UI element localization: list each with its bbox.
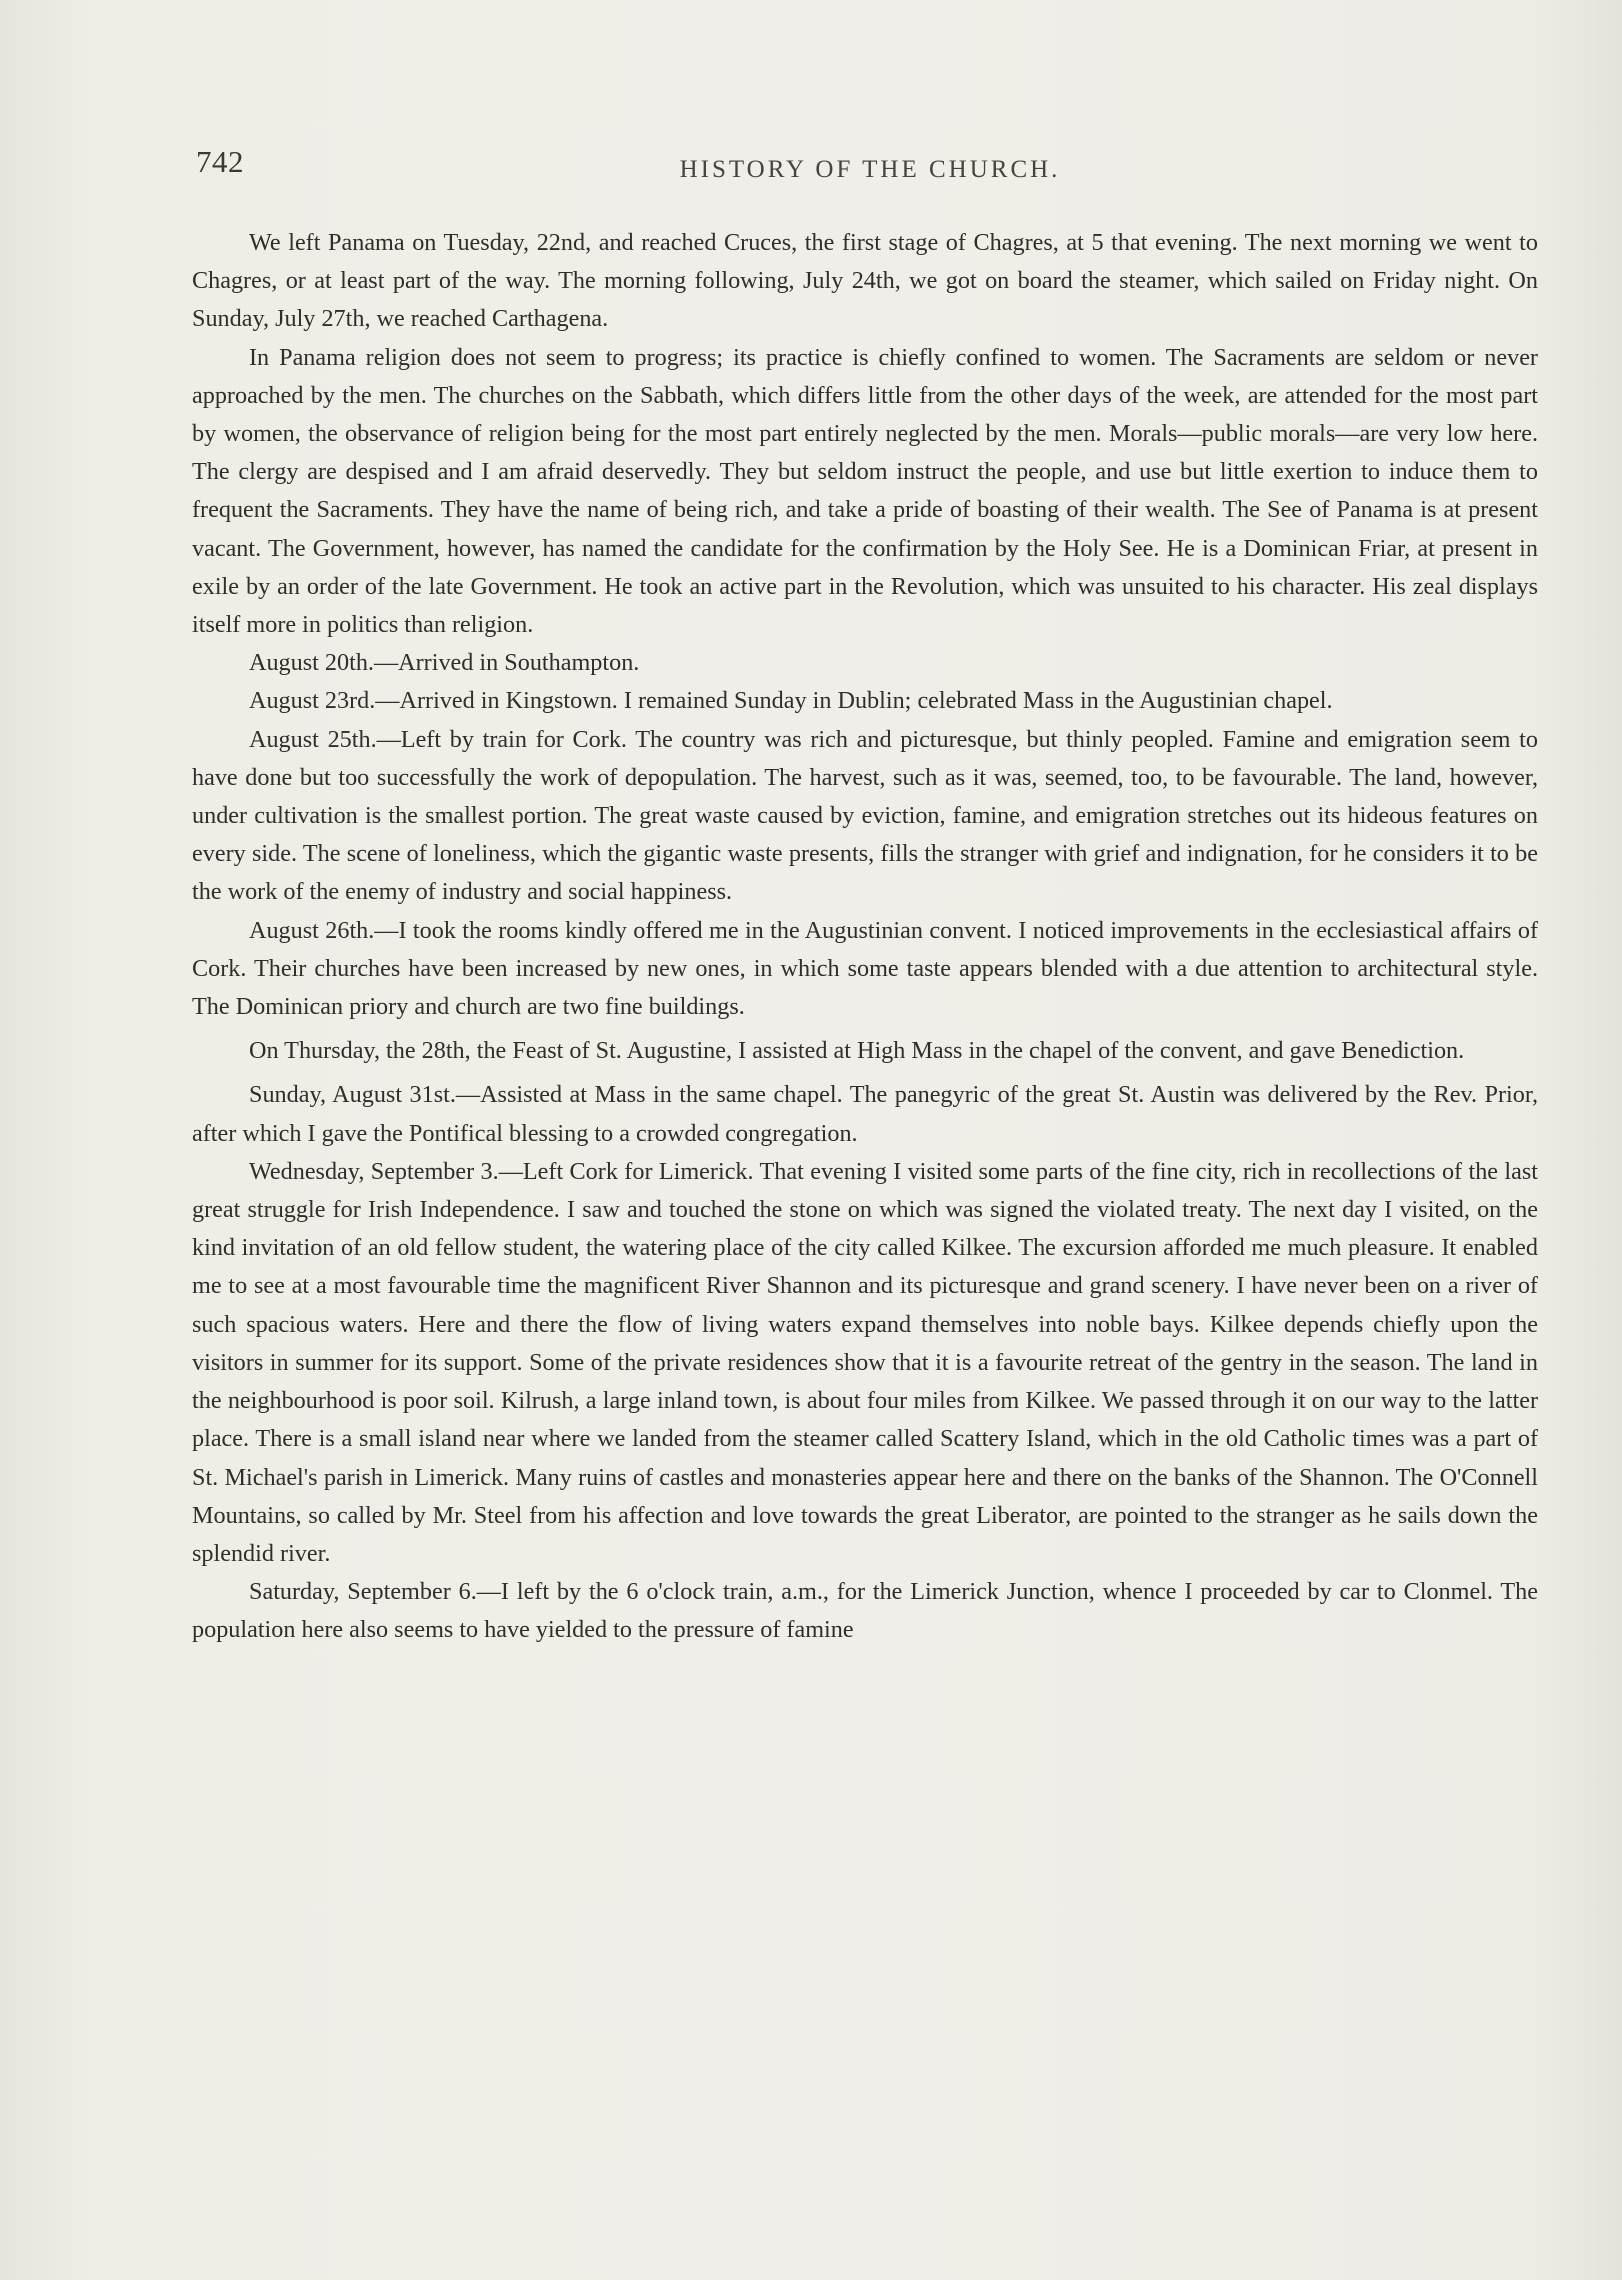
paragraph-panama-departure: We left Panama on Tuesday, 22nd, and reached Cruces, the first stage of Chagres, at 5 that evening. The next morning we went to Chagres, or at least part of the way. The morning following, July 24th, we got on board the steamer, which sailed on Friday night. On Sunday, July 27th, we reached Carthagena. — [192, 229, 1538, 333]
body-text — [192, 224, 1538, 1650]
running-head: HISTORY OF THE CHURCH. — [679, 156, 1061, 183]
paragraph-august-28: On Thursday, the 28th, the Feast of St. Augustine, I assisted at High Mass in the chapel of the convent, and gave Benediction. — [249, 1037, 1465, 1065]
paragraph-panama-religion: In Panama religion does not seem to progress; its practice is chiefly confined to women. The Sacraments are seldom or never approached by the men. The churches on the Sabbath, which differs little from the other days of the week, are attended for the most part by women, the observance of religion being for the most part entirely neglected by the men. Morals—public morals—are very low here. The clergy are despised and I am afraid deservedly. They but seldom instruct the people, and use but little exertion to induce them to frequent the Sacraments. They have the name of being rich, and take a pride of boasting of their wealth. The See of Panama is at present vacant. The Government, however, has named the candidate for the confirmation by the Holy See. He is a Dominican Friar, at present in exile by an order of the late Government. He took an active part in the Revolution, which was unsuited to his character. His zeal displays itself more in politics than religion. — [192, 343, 1538, 639]
paragraph-september-6: Saturday, September 6.—I left by the 6 o'clock train, a.m., for the Limerick Junction, whence I proceeded by car to Clonmel. The population here also seems to have yielded to the pressure of famine — [192, 1578, 1538, 1644]
paragraph-august-31: Sunday, August 31st.—Assisted at Mass in the same chapel. The panegyric of the great St. Austin was delivered by the Rev. Prior, after which I gave the Pontifical blessing to a crowded congregation. — [192, 1081, 1538, 1147]
paragraph-september-3: Wednesday, September 3.—Left Cork for Limerick. That evening I visited some parts of the fine city, rich in recollections of the last great struggle for Irish Independence. I saw and touched the stone on which was signed the violated treaty. The next day I visited, on the kind invitation of an old fellow student, the watering place of the city called Kilkee. The excursion afforded me much pleasure. It enabled me to see at a most favourable time the magnificent River Shannon and its picturesque and grand scenery. I have never been on a river of such spacious waters. Here and there the flow of living waters expand themselves into noble bays. Kilkee depends chiefly upon the visitors in summer for its support. Some of the private residences show that it is a favourite retreat of the gentry in the season. The land in the neighbourhood is poor soil. Kilrush, a large inland town, is about four miles from Kilkee. We passed through it on our way to the latter place. There is a small island near where we landed from the steamer called Scattery Island, which in the old Catholic times was a part of St. Michael's parish in Limerick. Many ruins of castles and monasteries appear here and there on the banks of the Shannon. The O'Connell Mountains, so called by Mr. Steel from his affection and love towards the great Liberator, are pointed to the stranger as he sails down the splendid river. — [192, 1157, 1538, 1567]
paragraph-august-25: August 25th.—Left by train for Cork. The country was rich and picturesque, but thinly peopled. Famine and emigration seem to have done but too successfully the work of depopulation. The harvest, such as it was, seemed, too, to be favourable. The land, however, under cultivation is the smallest portion. The great waste caused by eviction, famine, and emigration stretches out its hideous features on every side. The scene of loneliness, which the gigantic waste presents, fills the stranger with grief and indignation, for he considers it to be the work of the enemy of industry and social happiness. — [192, 725, 1538, 906]
paragraph-august-26: August 26th.—I took the rooms kindly offered me in the Augustinian convent. I noticed improvements in the ecclesiastical affairs of Cork. Their churches have been increased by new ones, in which some taste appears blended with a due attention to architectural style. The Dominican priory and church are two fine buildings. — [192, 916, 1538, 1021]
paragraph-august-23: August 23rd.—Arrived in Kingstown. I remained Sunday in Dublin; celebrated Mass in the Augustinian chapel. — [249, 687, 1333, 715]
page-number: 742 — [196, 144, 244, 179]
paragraph-august-20: August 20th.—Arrived in Southampton. — [249, 649, 640, 677]
